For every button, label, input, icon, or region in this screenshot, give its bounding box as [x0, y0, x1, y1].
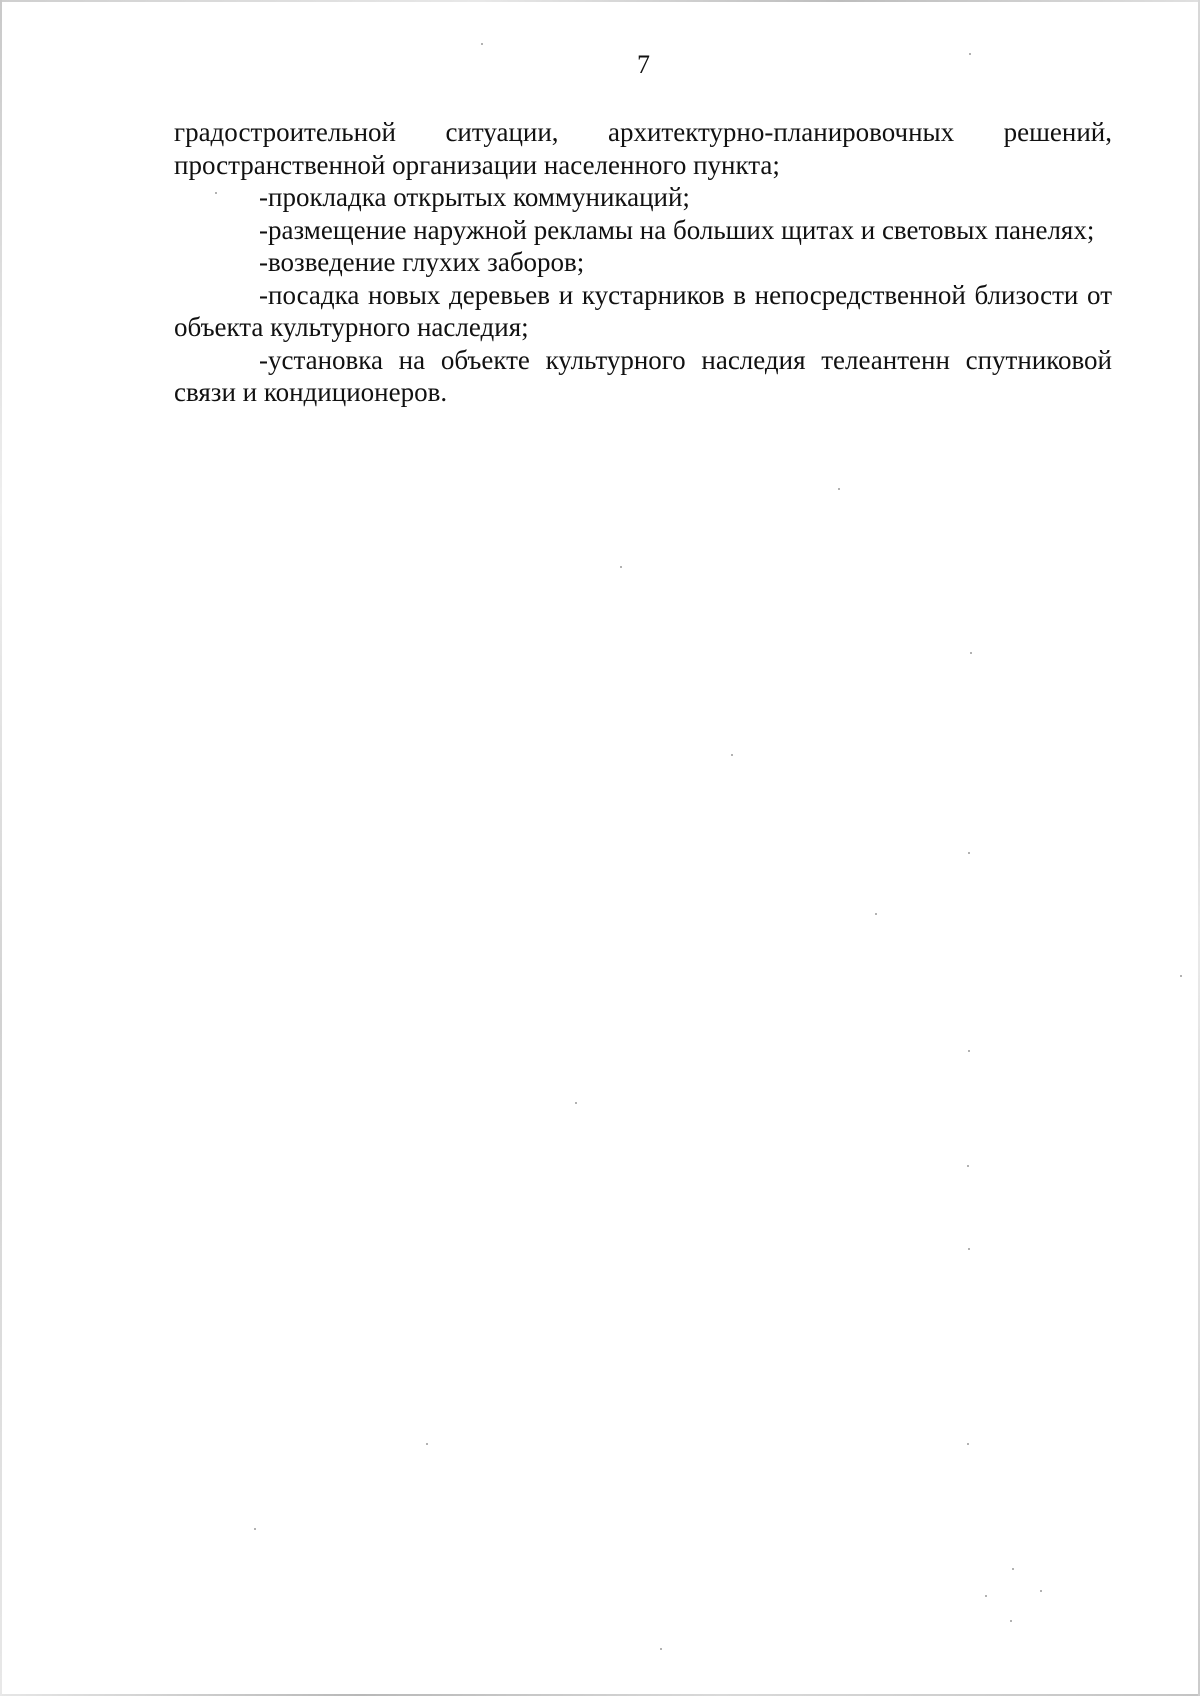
list-item-fences: -возведение глухих заборов;	[259, 247, 585, 277]
list-item-trees: -посадка новых деревьев и кустарников в непосредственной близости от объекта культурного наследия;	[174, 279, 1112, 342]
paragraph-continuation: градостроительной ситуации, архитектурно-планировочных решений, пространственной организации населенного пункта;	[174, 117, 1112, 180]
scan-edge-top	[0, 0, 1200, 2]
page-number: 7	[637, 50, 650, 79]
document-body	[174, 116, 1112, 409]
list-item-advertising: -размещение наружной рекламы на больших щитах и световых панелях;	[259, 214, 1095, 245]
list-item-communications: -прокладка открытых коммуникаций;	[259, 182, 690, 212]
scan-edge-left	[0, 0, 2, 1696]
list-item-antennas: -установка на объекте культурного наследия телеантенн спутниковой связи и кондиционеров.	[174, 344, 1112, 407]
